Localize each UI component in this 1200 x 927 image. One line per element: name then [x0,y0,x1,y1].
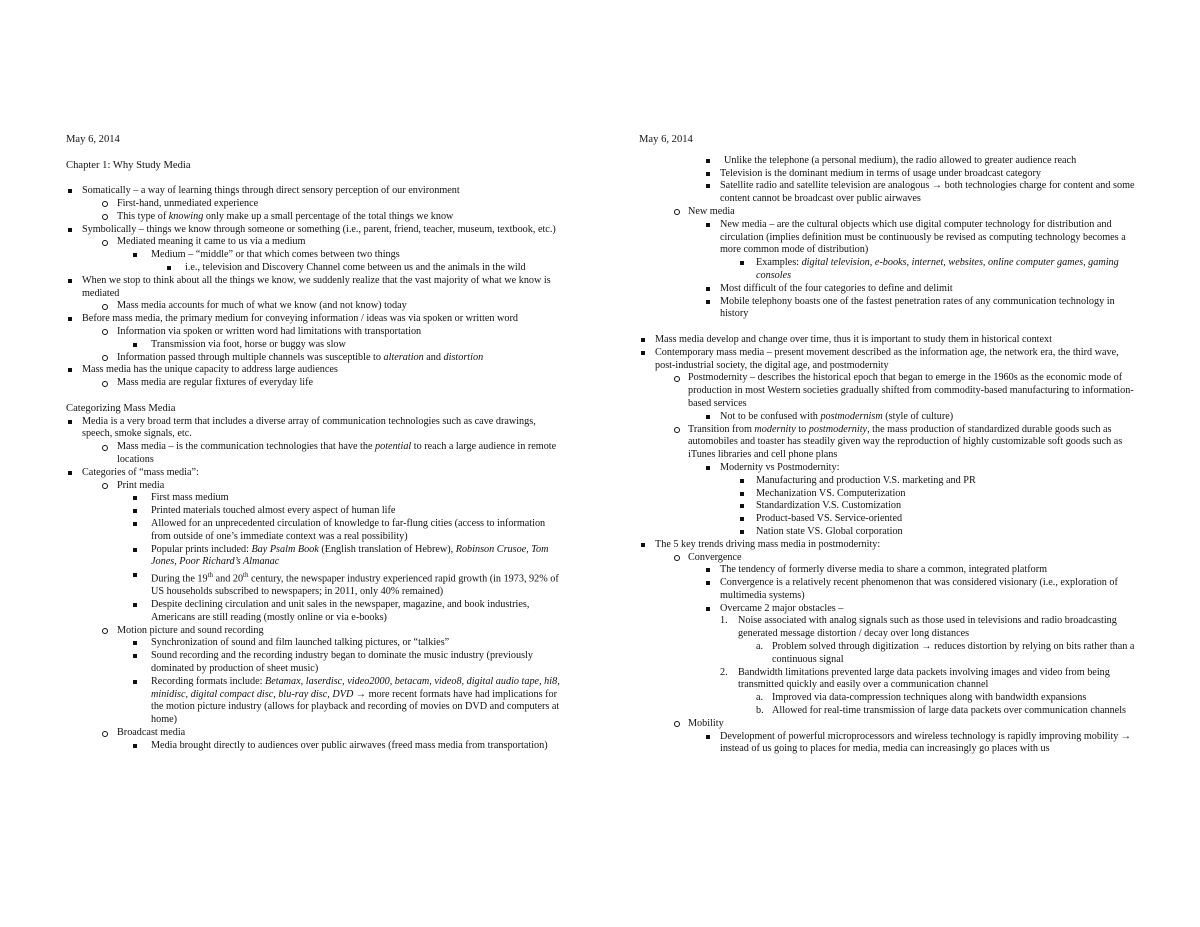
page-date: May 6, 2014 [639,134,693,145]
list-item: Modernity vs Postmodernity: [639,462,1139,475]
right-column [639,134,1139,756]
list-item: Contemporary mass media – present movement described as the information age, the network era, the third wave, post-industrial society, the digital age, and postmodernity [639,347,1139,373]
list-item: Information via spoken or written word had limitations with transportation [66,326,566,339]
list-item: Popular prints included: Bay Psalm Book (English translation of Hebrew), Robinson Crusoe, Tom Jones, Poor Richard’s Almanac [66,544,566,570]
list-item: First-hand, unmediated experience [66,198,566,211]
list-item: Media is a very broad term that includes a diverse array of communication technologies such as cave drawings, speech, smoke signals, etc. [66,416,566,442]
list-item: Motion picture and sound recording [66,625,566,638]
list-item: First mass medium [66,492,566,505]
list-item: Mass media develop and change over time, thus it is important to study them in historical context [639,334,1139,347]
list-item: Product-based VS. Service-oriented [639,513,1139,526]
list-item: Postmodernity – describes the historical epoch that began to emerge in the 1960s as the economic mode of production in most Western societies gradually shifted from commodity-based manufacturing to information-based services [639,372,1139,410]
list-item: a. Problem solved through digitization → reduces distortion by relying on bits rather than a continuous signal [756,641,1135,665]
list-item: Mass media – is the communication technologies that have the potential to reach a large audience in remote locations [66,441,566,467]
list-item: Manufacturing and production V.S. marketing and PR [639,475,1139,488]
right-page [600,0,1200,927]
list-item: Mass media has the unique capacity to address large audiences [66,364,566,377]
list-item: Medium – “middle” or that which comes between two things [66,249,566,262]
list-item: Recording formats include: Betamax, laserdisc, video2000, betacam, video8, digital audio tape, hi8, minidisc, digital compact disc, blu-ray disc, DVD → more recent formats have had implications for the motion picture industry (allows for playback and recording of movies on DVD and computers at home) [66,676,566,727]
list-item: This type of knowing only make up a small percentage of the total things we know [66,211,566,224]
list-item: i.e., television and Discovery Channel come between us and the animals in the wild [66,262,566,275]
trends-outline [639,334,1139,756]
list-item: Transmission via foot, horse or buggy was slow [66,339,566,352]
list-item: The tendency of formerly diverse media to share a common, integrated platform [639,564,1139,577]
list-item: 1. Noise associated with analog signals such as those used in televisions and radio broadcasting generated message distortion / decay over long distances [720,615,1117,640]
list-item: Examples: digital television, e-books, internet, websites, online computer games, gaming consoles [639,257,1139,283]
section-title: Categorizing Mass Media [66,402,176,414]
list-item: When we stop to think about all the things we know, we suddenly realize that the vast majority of what we know is mediated [66,275,566,301]
list-item: Before mass media, the primary medium for conveying information / ideas was via spoken or written word [66,313,566,326]
list-item: Television is the dominant medium in terms of usage under broadcast category [639,168,1139,181]
list-item: Nation state VS. Global corporation [639,526,1139,539]
left-column [66,134,566,753]
list-item: Most difficult of the four categories to define and delimit [639,283,1139,296]
list-item: New media [639,206,1139,219]
list-item: Somatically – a way of learning things through direct sensory perception of our environment [66,185,566,198]
list-item: Unlike the telephone (a personal medium), the radio allowed to greater audience reach [639,155,1139,168]
list-item: During the 19th and 20th century, the newspaper industry experienced rapid growth (in 1973, 92% of US households subscribed to newspapers; in 2011, only 40% remained) [66,569,566,599]
list-item: Overcame 2 major obstacles – [639,603,1139,616]
list-item: New media – are the cultural objects which use digital computer technology for distribution and circulation (implies definition must be continuously be revised as computing technology becomes a more common mode of distribution) [639,219,1139,257]
list-item: Information passed through multiple channels was susceptible to alteration and distortion [66,352,566,365]
list-item: Mobile telephony boasts one of the fastest penetration rates of any communication technology in history [639,296,1139,322]
list-item: Convergence [639,552,1139,565]
list-item: Mediated meaning it came to us via a medium [66,236,566,249]
list-item: Development of powerful microprocessors and wireless technology is rapidly improving mobility → instead of us going to places for media, media can increasingly go places with us [639,731,1139,757]
list-item: Sound recording and the recording industry began to dominate the music industry (previously dominated by production of sheet music) [66,650,566,676]
categorizing-outline [66,416,566,753]
list-item: Mechanization VS. Computerization [639,488,1139,501]
list-item: 2. Bandwidth limitations prevented large data packets involving images and video from being transmitted quickly and easily over a communication channel [720,666,1110,691]
list-item: Standardization V.S. Customization [639,500,1139,513]
list-item: a. Improved via data-compression techniques along with bandwidth expansions [756,692,1087,704]
list-item: Mobility [639,718,1139,731]
list-item: Allowed for an unprecedented circulation of knowledge to far-flung cities (access to information from outside of one’s immediate context was a real possibility) [66,518,566,544]
list-item: Media brought directly to audiences over public airwaves (freed mass media from transportation) [66,740,566,753]
list-item: The 5 key trends driving mass media in postmodernity: [639,539,1139,552]
list-item: Transition from modernity to postmodernity, the mass production of standardized durable goods such as automobiles and toaster has steadily given way the reproduction of highly customizable soft goods such as iTunes libraries and cell phone plans [639,424,1139,462]
list-item: b. Allowed for real-time transmission of large data packets over communication channels [756,705,1126,717]
list-item: Mass media accounts for much of what we know (and not know) today [66,300,566,313]
list-item: Print media [66,480,566,493]
list-item: Convergence is a relatively recent phenomenon that was considered visionary (i.e., exploration of multimedia systems) [639,577,1139,603]
continued-outline [639,155,1139,321]
page-date: May 6, 2014 [66,134,120,145]
list-item: Printed materials touched almost every aspect of human life [66,505,566,518]
chapter-outline [66,185,566,390]
list-item: Mass media are regular fixtures of everyday life [66,377,566,390]
list-item: Synchronization of sound and film launched talking pictures, or “talkies” [66,637,566,650]
list-item: Categories of “mass media”: [66,467,566,480]
list-item: Despite declining circulation and unit sales in the newspaper, magazine, and book industries, Americans are still reading (mostly online or via e-books) [66,599,566,625]
list-item: Symbolically – things we know through someone or something (i.e., parent, friend, teacher, museum, textbook, etc.) [66,224,566,237]
list-item: Not to be confused with postmodernism (style of culture) [639,411,1139,424]
chapter-title: Chapter 1: Why Study Media [66,159,191,171]
list-item: Broadcast media [66,727,566,740]
list-item: Satellite radio and satellite television are analogous → both technologies charge for content and some content cannot be broadcast over public airwaves [639,180,1139,206]
